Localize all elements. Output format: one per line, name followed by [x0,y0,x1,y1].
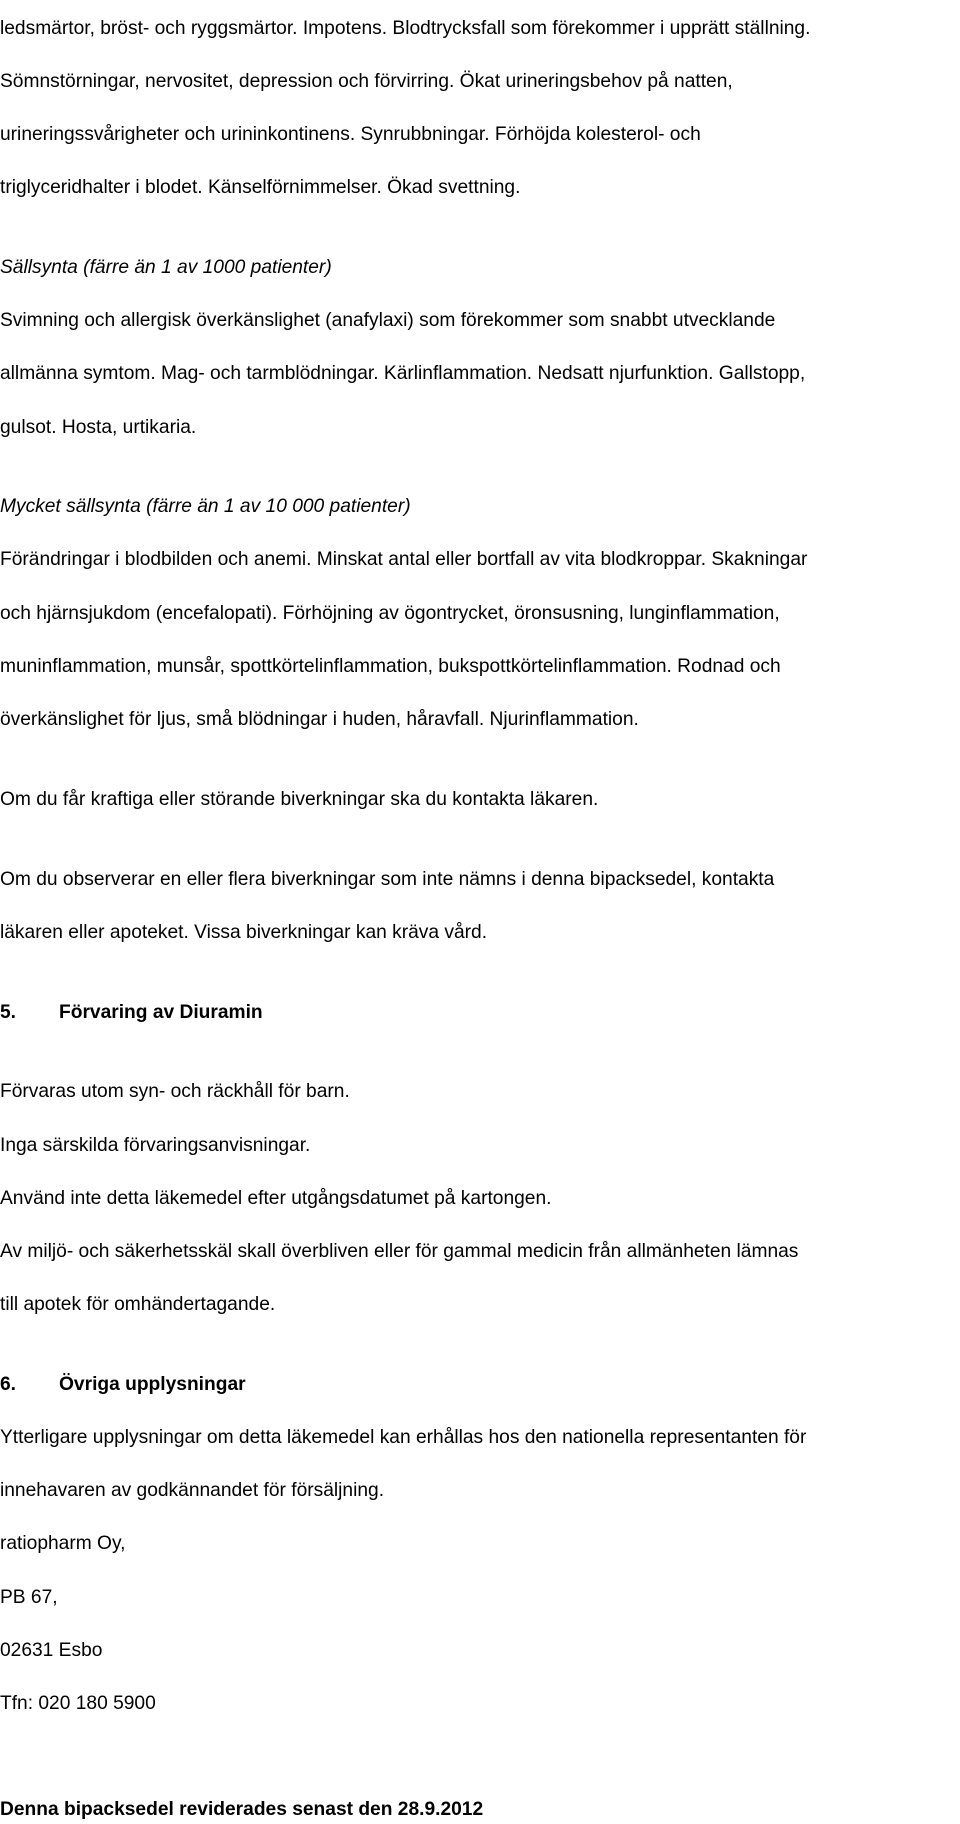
text-line: Förvaras utom syn- och räckhåll för barn. [0,1081,350,1103]
text-line: urineringssvårigheter och urininkontinens. Synrubbningar. Förhöjda kolesterol- och [0,123,701,145]
section-number: 6. [0,1373,17,1395]
text-line: överkänslighet för ljus, små blödningar i huden, håravfall. Njurinflammation. [0,709,639,731]
very-rare-heading: Mycket sällsynta (färre än 1 av 10 000 patienter) [0,496,411,518]
text-line: Inga särskilda förvaringsanvisningar. [0,1134,311,1156]
text-line: allmänna symtom. Mag- och tarmblödningar. Kärlinflammation. Nedsatt njurfunktion. Gallstopp, [0,363,806,385]
text-line: Använd inte detta läkemedel efter utgångsdatumet på kartongen. [0,1187,552,1209]
section-number: 5. [0,1001,17,1023]
text-line: och hjärnsjukdom (encefalopati). Förhöjning av ögontrycket, öronsusning, lunginflammation, [0,602,780,624]
company-name: ratiopharm Oy, [0,1533,126,1555]
text-line: till apotek för omhändertagande. [0,1294,276,1316]
rare-heading: Sällsynta (färre än 1 av 1000 patienter) [0,256,332,278]
postal-code-city: 02631 Esbo [0,1639,103,1661]
text-line: Sömnstörningar, nervositet, depression och förvirring. Ökat urineringsbehov på natten, [0,70,733,92]
section-6-heading [0,1372,960,1399]
postal-box: PB 67, [0,1586,58,1608]
text-line: innehavaren av godkännandet för försäljning. [0,1480,385,1502]
phone-number: Tfn: 020 180 5900 [0,1693,156,1714]
text-line: Av miljö- och säkerhetsskäl skall överbliven eller för gammal medicin från allmänheten lämnas [0,1240,799,1262]
contact-doctor-text: Om du får kraftiga eller störande biverkningar ska du kontakta läkaren. [0,788,599,810]
text-line: Ytterligare upplysningar om detta läkemedel kan erhållas hos den nationella representanten för [0,1427,807,1449]
text-line: gulsot. Hosta, urtikaria. [0,416,197,438]
text-line: ledsmärtor, bröst- och ryggsmärtor. Impotens. Blodtrycksfall som förekommer i upprätt ställning. [0,17,811,39]
text-line: läkaren eller apoteket. Vissa biverkningar kan kräva vård. [0,921,488,943]
text-line: triglyceridhalter i blodet. Känselförnimmelser. Ökad svettning. [0,177,521,199]
very-rare-paragraph [0,521,960,760]
section-5-paragraph [0,1053,960,1346]
revision-date-text: Denna bipacksedel reviderades senast den 28.9.2012 [0,1799,484,1821]
report-paragraph [0,840,960,973]
section-title: Övriga upplysningar [59,1373,246,1395]
section-title: Förvaring av Diuramin [59,1001,263,1023]
section-6-paragraph [0,1398,960,1744]
intro-paragraph [0,0,960,228]
text-line: Om du observerar en eller flera biverkningar som inte nämns i denna bipacksedel, kontakta [0,868,775,890]
rare-paragraph [0,282,960,468]
text-line: Svimning och allergisk överkänslighet (anafylaxi) som förekommer som snabbt utvecklande [0,310,776,332]
text-line: muninflammation, munsår, spottkörtelinflammation, bukspottkörtelinflammation. Rodnad och [0,655,781,677]
text-line: Förändringar i blodbilden och anemi. Minskat antal eller bortfall av vita blodkroppar. Skakningar [0,549,808,571]
section-5-heading [0,1000,960,1027]
